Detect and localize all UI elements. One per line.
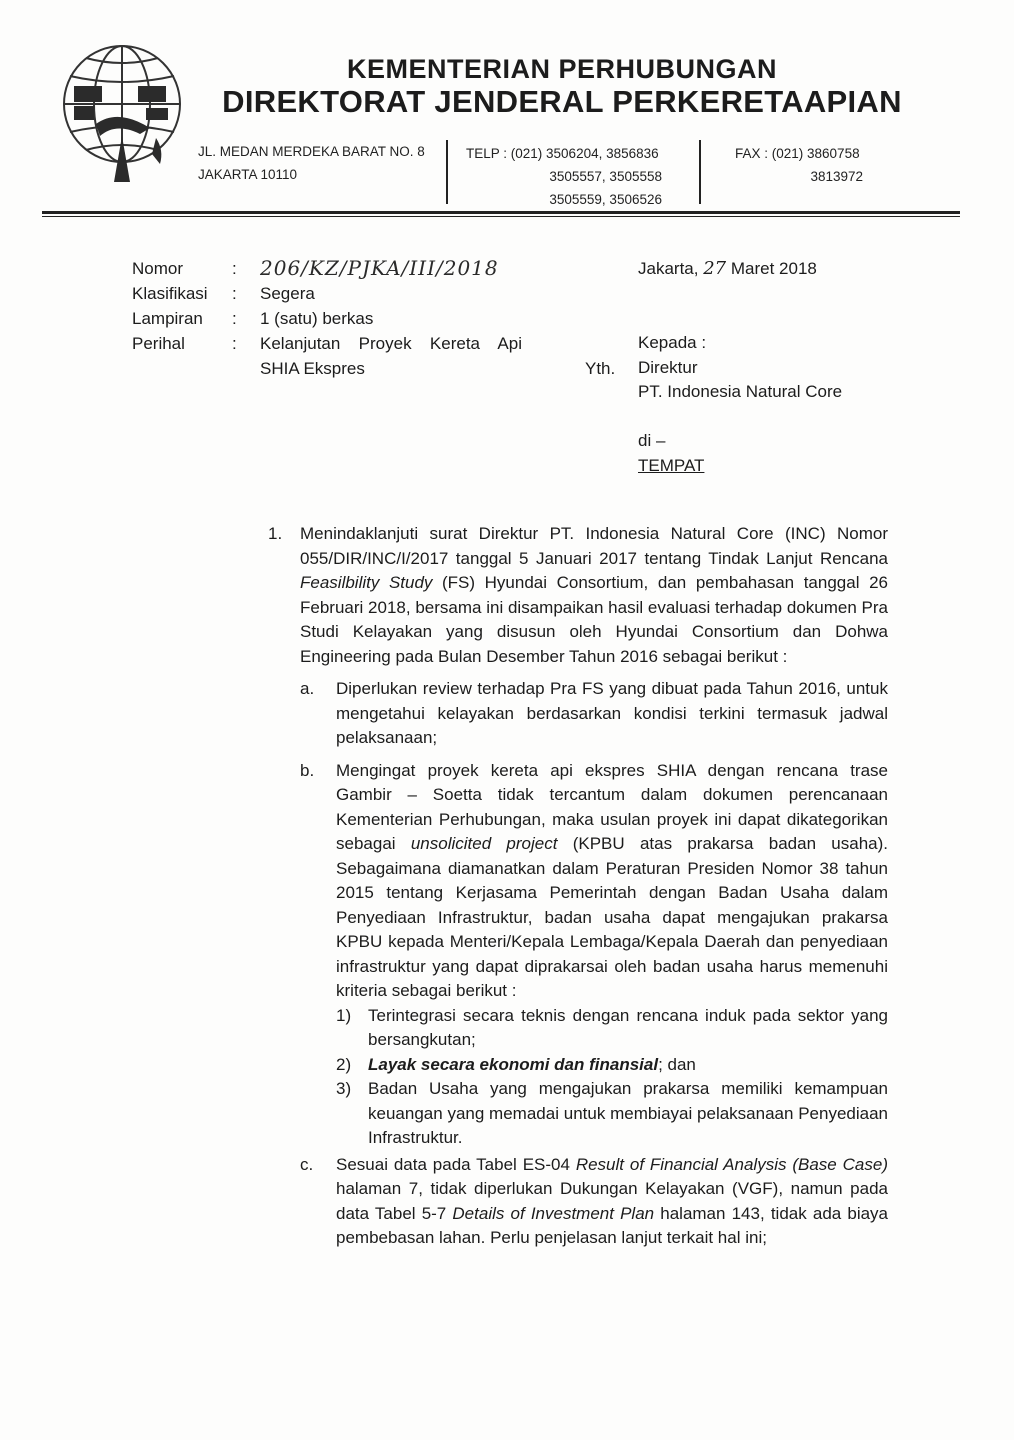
text-run: Mengingat proyek kereta api ekspres SHIA dengan rencana trase Gambir – Soetta tidak tercantum dalam dokumen perencanaan Kementerian Perhubungan, maka usulan proyek ini dapat dikategorikan sebagai bbox=[336, 760, 888, 853]
letter-body bbox=[268, 522, 888, 1251]
meta-label: Klasifikasi bbox=[132, 284, 208, 303]
letter-meta bbox=[132, 256, 540, 381]
text-run: halaman 143, tidak ada biaya pembebasan lahan. Perlu penjelasan lanjut terkait hal ini; bbox=[336, 1203, 889, 1247]
text-run: Sesuai data pada Tabel ES-04 bbox=[336, 1154, 576, 1174]
sub-item-text bbox=[336, 759, 888, 1151]
paragraph-1 bbox=[268, 522, 888, 669]
meta-value: 1 (satu) berkas bbox=[260, 309, 374, 328]
di-label: di – bbox=[638, 431, 666, 450]
meta-value: Segera bbox=[260, 284, 315, 303]
ministry-name: KEMENTERIAN PERHUBUNGAN bbox=[346, 54, 777, 84]
sub-items bbox=[300, 677, 888, 1251]
meta-colon: : bbox=[232, 284, 237, 303]
phone-block bbox=[466, 142, 662, 211]
meta-row-nomor bbox=[132, 256, 540, 281]
subject-line: SHIA Ekspres bbox=[260, 359, 365, 378]
sub-item-text: Diperlukan review terhadap Pra FS yang dibuat pada Tahun 2016, untuk mengetahui kelayakan berdasarkan kondisi terkini termasuk jadwal pelaksanaan; bbox=[336, 679, 888, 747]
text-run: Menindaklanjuti surat Direktur PT. Indonesia Natural Core (INC) Nomor 055/DIR/INC/I/2017 tanggal 5 Januari 2017 tentang Tindak Lanjut Rencana bbox=[300, 524, 888, 568]
criteria-item-1 bbox=[336, 1004, 888, 1053]
paragraph-number: 1. bbox=[268, 524, 283, 543]
recipient-block bbox=[638, 331, 842, 405]
text-run-italic: Feasilbility Study bbox=[300, 573, 433, 592]
criteria-item-3 bbox=[336, 1077, 888, 1151]
fax-block bbox=[735, 142, 863, 188]
text-run-italic: Result of Financial Analysis (Base Case) bbox=[575, 1154, 888, 1174]
recipient-place bbox=[638, 428, 704, 478]
sub-item-letter: c. bbox=[300, 1154, 314, 1174]
paragraph-text bbox=[300, 522, 888, 669]
meta-row-perihal bbox=[132, 331, 540, 381]
address-line: JL. MEDAN MERDEKA BARAT NO. 8 bbox=[198, 144, 425, 159]
fax-line: 3813972 bbox=[810, 169, 863, 184]
letterhead-rule bbox=[42, 211, 960, 214]
criteria-text: Terintegrasi secara teknis dengan rencana induk pada sektor yang bersangkutan; bbox=[368, 1005, 888, 1049]
phone-line: TELP : (021) 3506204, 3856836 bbox=[466, 146, 659, 161]
directorate-name: DIREKTORAT JENDERAL PERKERETAAPIAN bbox=[222, 84, 902, 119]
divider bbox=[699, 140, 701, 204]
letterhead-rule-thin bbox=[42, 216, 960, 217]
address-city: JAKARTA 10110 bbox=[198, 167, 298, 182]
text-run-bold: Layak secara ekonomi dan finansial bbox=[368, 1054, 659, 1074]
address-block bbox=[198, 140, 425, 186]
text-run: (KPBU atas prakarsa badan usaha). Sebagaimana diamanatkan dalam Peraturan Presiden Nomor 38 tahun 2015 tentang Kerjasama Pemerintah dengan Badan Usaha dalam Penyediaan Infrastruktur, badan usaha dapat mengajukan prakarsa KPBU kepada Menteri/Kepala Lembaga/Kepala Daerah dan penyediaan infrastruktur yang dapat diprakarsai oleh badan usaha harus memenuhi kriteria sebagai berikut : bbox=[336, 834, 888, 1000]
date-city: Jakarta, bbox=[638, 259, 699, 278]
criteria-number: 3) bbox=[336, 1079, 352, 1098]
date-day: 27 bbox=[703, 258, 727, 279]
criteria-item-2 bbox=[336, 1053, 888, 1078]
text-run: ; dan bbox=[658, 1054, 696, 1074]
meta-label: Perihal bbox=[132, 334, 185, 353]
date-month-year: Maret 2018 bbox=[730, 259, 817, 278]
subject-value bbox=[260, 331, 540, 381]
yth-label: Yth. bbox=[585, 359, 616, 378]
letter-number: 206/KZ/PJKA/III/2018 bbox=[260, 256, 499, 280]
phone-line: 3505559, 3506526 bbox=[549, 192, 662, 207]
fax-line: FAX : (021) 3860758 bbox=[735, 146, 860, 161]
meta-row-lampiran bbox=[132, 306, 540, 331]
divider bbox=[446, 140, 448, 204]
text-run: (FS) Hyundai Consortium, dan pembahasan tanggal 26 Februari 2018, bersama ini disampaikan hasil evaluasi terhadap dokumen Pra Studi Kelayakan yang disusun oleh Hyundai Consortium dan Dohwa Engineering pada Bulan Desember Tahun 2016 sebagai berikut : bbox=[300, 573, 888, 666]
globe-eagle-emblem-icon bbox=[56, 42, 186, 190]
criteria-text: Badan Usaha yang mengajukan prakarsa memiliki kemampuan keuangan yang memadai untuk membiayai pelaksanaan Penyediaan Infrastruktur. bbox=[368, 1079, 888, 1147]
text-run-italic: Details of Investment Plan bbox=[452, 1203, 655, 1223]
recipient-company: PT. Indonesia Natural Core bbox=[638, 382, 843, 401]
sub-item-a bbox=[300, 677, 888, 751]
meta-colon: : bbox=[232, 309, 237, 328]
sub-item-letter: b. bbox=[300, 760, 315, 780]
meta-colon: : bbox=[232, 334, 237, 353]
meta-label: Lampiran bbox=[132, 309, 203, 328]
criteria-number: 1) bbox=[336, 1005, 352, 1025]
sub-item-b bbox=[300, 759, 888, 1151]
meta-row-klasifikasi bbox=[132, 281, 540, 306]
phone-line: 3505557, 3505558 bbox=[549, 169, 662, 184]
kepada-label: Kepada : bbox=[638, 333, 707, 352]
criteria-text bbox=[368, 1053, 888, 1078]
subject-line: Kelanjutan Proyek Kereta Api bbox=[260, 334, 522, 353]
sub-item-c bbox=[300, 1153, 888, 1251]
recipient-title: Direktur bbox=[638, 357, 698, 377]
letter-date bbox=[638, 256, 817, 281]
criteria-number: 2) bbox=[336, 1054, 352, 1074]
meta-label: Nomor bbox=[132, 259, 184, 278]
sub-item-text bbox=[336, 1153, 888, 1251]
text-run-italic: unsolicited project bbox=[410, 834, 558, 853]
sub-item-letter: a. bbox=[300, 679, 315, 698]
meta-colon: : bbox=[232, 259, 237, 278]
tempat-label: TEMPAT bbox=[638, 456, 705, 475]
text-run: halaman 7, tidak diperlukan Dukungan Kelayakan (VGF), namun pada data Tabel 5-7 bbox=[336, 1179, 888, 1223]
